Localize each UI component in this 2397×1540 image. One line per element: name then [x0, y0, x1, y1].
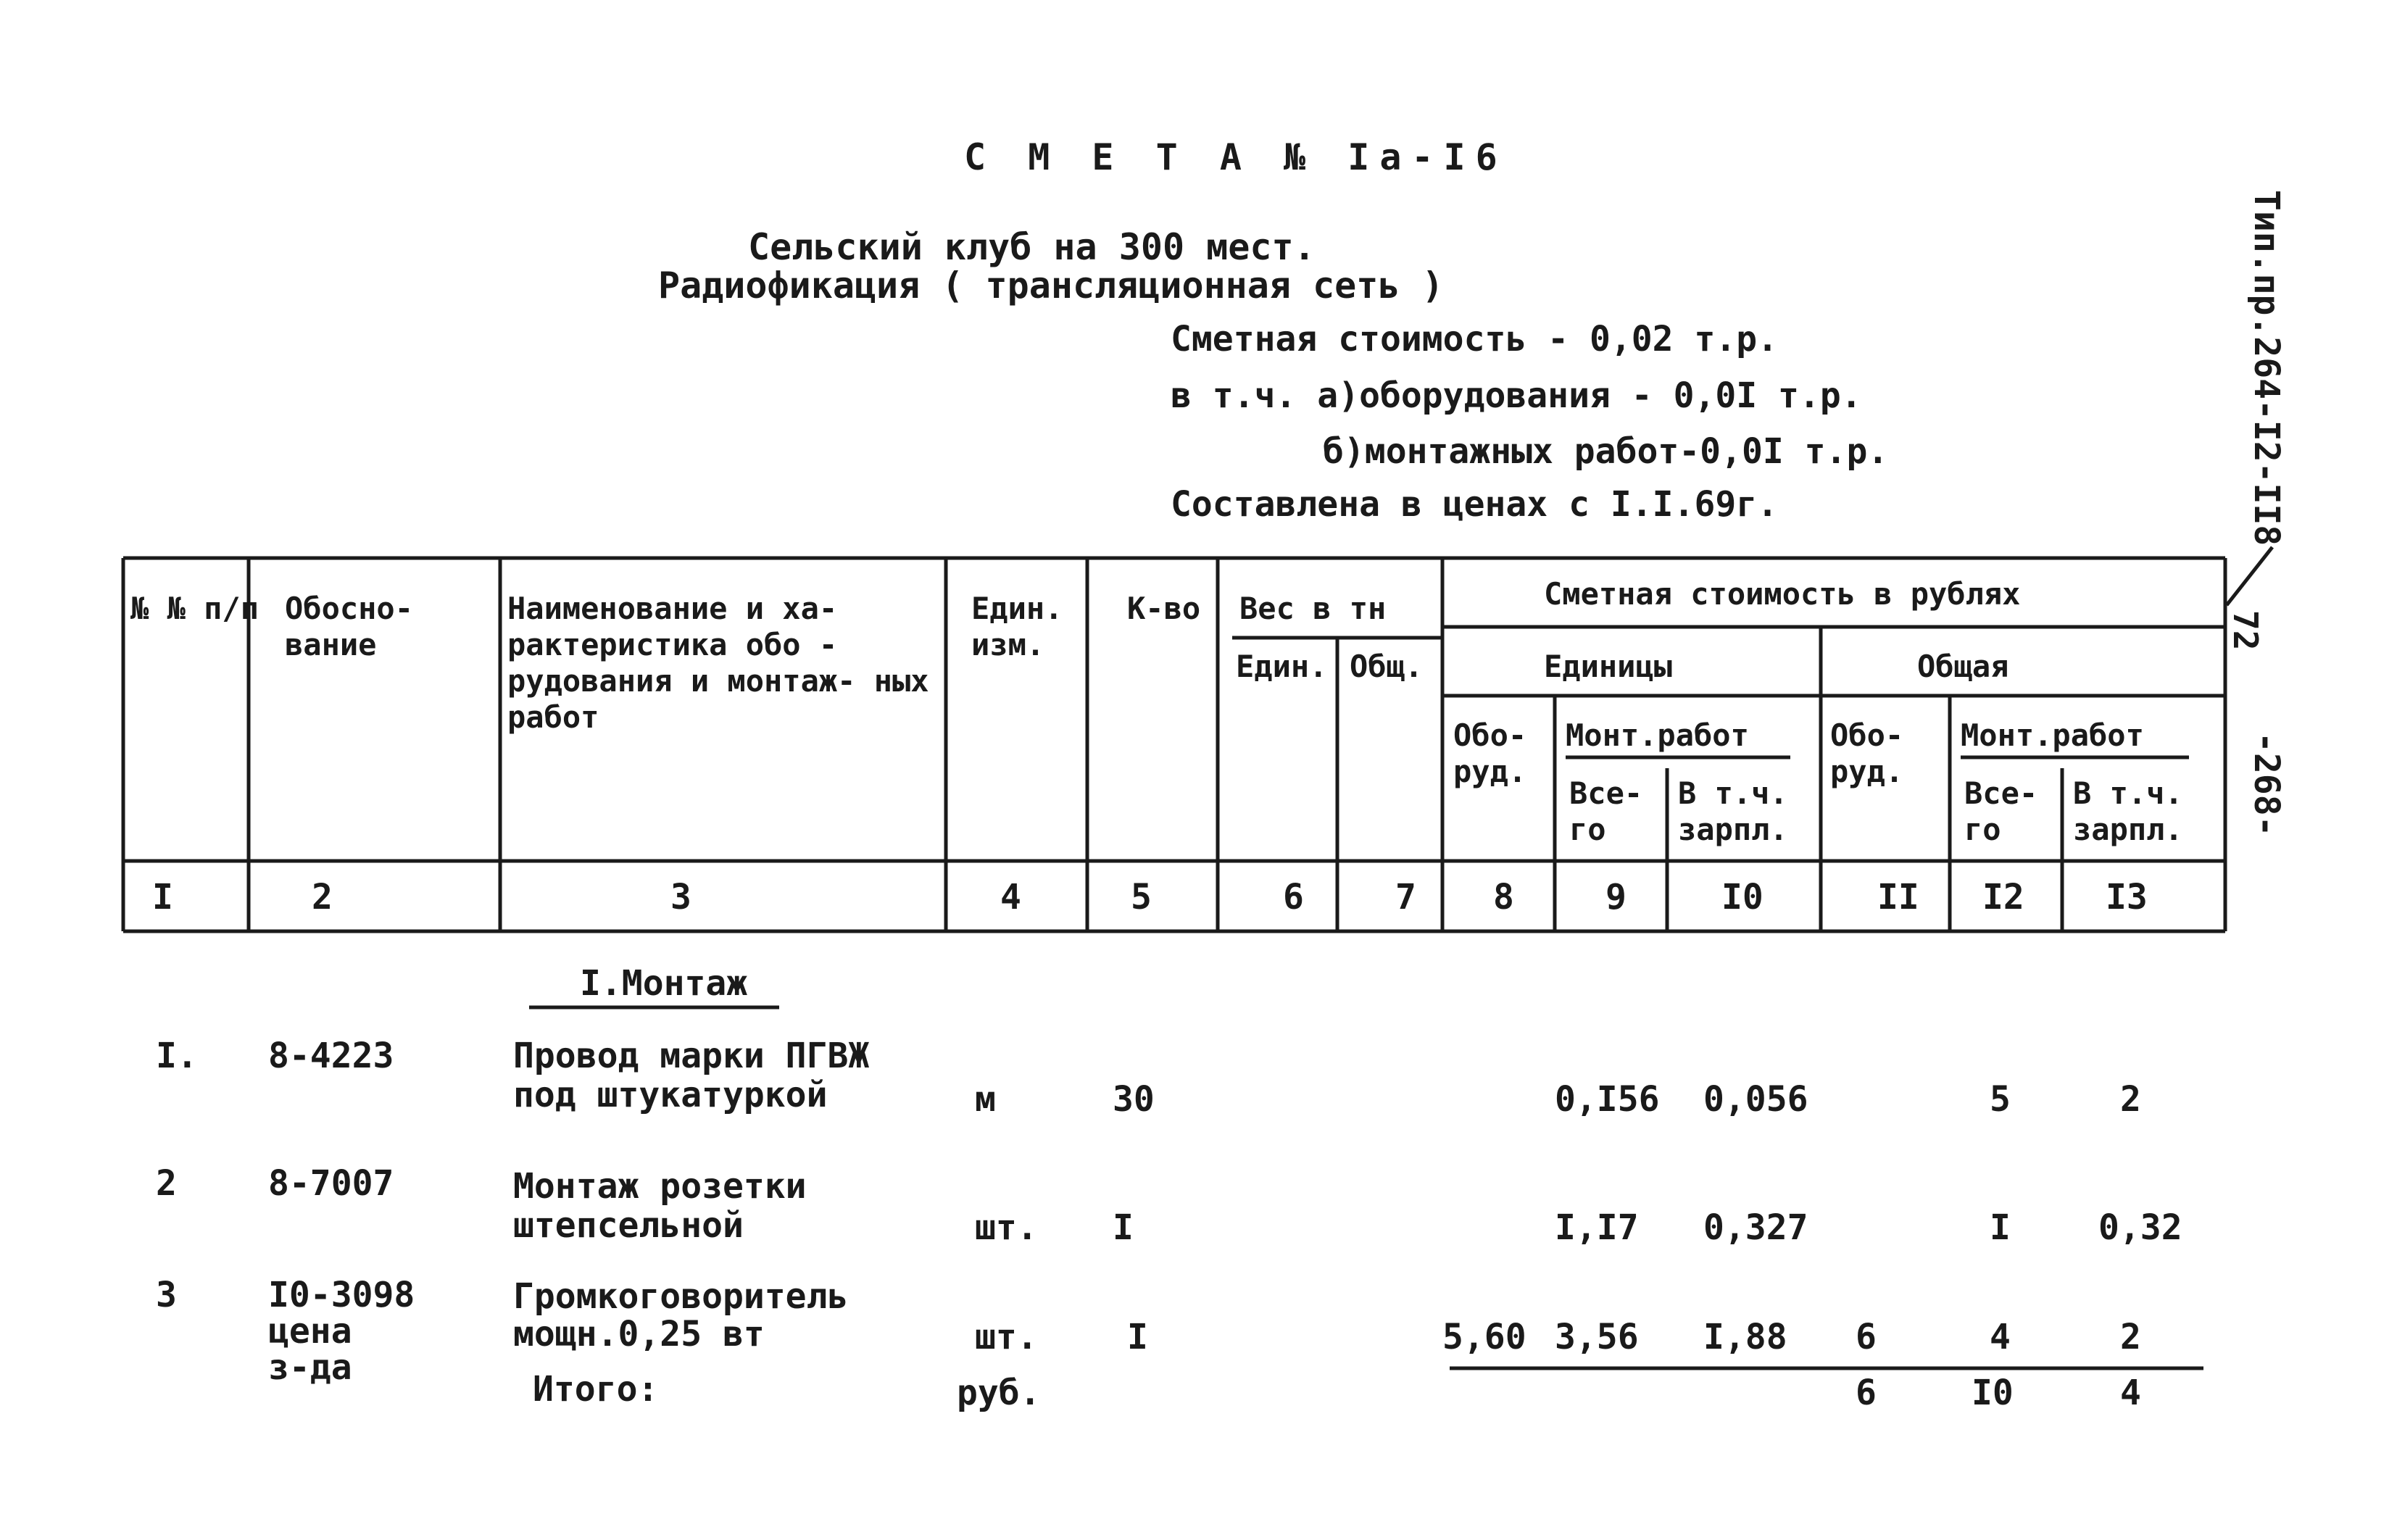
header-name: Наименование и ха- рактеристика обо - рудования и монтаж- ных работ — [507, 591, 929, 735]
header-cost: Сметная стоимость в рублях — [1544, 576, 2021, 612]
project-code: Тип.пр.264-I2-II8 — [2246, 190, 2287, 546]
row-mont-total-all: 4 — [1990, 1317, 2011, 1357]
price-basis: Составлена в ценах с I.I.69г. — [1171, 484, 1779, 525]
object-name: Сельский клуб на 300 мест. — [748, 226, 1316, 268]
sheet-number: 72 — [2226, 610, 2265, 651]
row-mont-total-all: I — [1990, 1207, 2011, 1248]
header-weight: Вес в тн — [1239, 591, 1387, 626]
row-mont-unit-wage: 0,056 — [1703, 1079, 1808, 1120]
row-mont-unit-wage: I,88 — [1703, 1317, 1787, 1357]
header-mont-total-all: Все- го — [1964, 775, 2038, 847]
col-number: 2 — [312, 877, 333, 917]
row-name: штепсельной — [513, 1205, 744, 1246]
row-mont-unit-all: I,I7 — [1555, 1207, 1639, 1248]
section-name: Радиофикация ( трансляционная сеть ) — [658, 265, 1444, 307]
header-cost-unit: Единицы — [1544, 649, 1673, 684]
total-equip: 6 — [1856, 1373, 1877, 1413]
row-name: под штукатуркой — [513, 1075, 828, 1115]
row-basis: цена — [268, 1311, 352, 1352]
header-basis: Обосно- вание — [285, 591, 414, 662]
row-basis: I0-3098 — [268, 1275, 415, 1315]
row-name: мощн.0,25 вт — [513, 1314, 765, 1354]
section-title: I.Монтаж — [580, 963, 748, 1004]
document-title: С М Е Т А № Iа-I6 — [964, 136, 1508, 178]
header-equip-unit: Обо- руд. — [1453, 717, 1527, 789]
row-equip-unit: 5,60 — [1442, 1317, 1526, 1357]
col-number: 8 — [1493, 877, 1514, 917]
col-number: I3 — [2106, 877, 2148, 917]
col-number: I2 — [1982, 877, 2024, 917]
col-number: 4 — [1000, 877, 1021, 917]
col-number: I — [152, 877, 173, 917]
row-mont-total-wage: 0,32 — [2098, 1207, 2182, 1248]
header-number: № № п/п — [130, 591, 259, 626]
row-number: 2 — [156, 1163, 177, 1204]
col-number: 5 — [1131, 877, 1152, 917]
total-mont-wage: 4 — [2120, 1373, 2141, 1413]
row-name: Громкоговоритель — [513, 1276, 849, 1317]
row-quantity: I — [1113, 1207, 1134, 1248]
cost-equipment: в т.ч. а)оборудования - 0,0I т.р. — [1171, 375, 1862, 416]
header-cost-total: Общая — [1917, 649, 2009, 684]
header-mont-unit: Монт.работ — [1566, 717, 1749, 753]
row-mont-total-all: 5 — [1990, 1079, 2011, 1120]
row-mont-unit-all: 0,I56 — [1555, 1079, 1660, 1120]
header-mont-total: Монт.работ — [1961, 717, 2144, 753]
header-mont-unit-wage: В т.ч. зарпл. — [1678, 775, 1788, 847]
header-quantity: К-во — [1127, 591, 1201, 626]
col-number: 7 — [1395, 877, 1416, 917]
header-equip-total: Обо- руд. — [1830, 717, 1904, 789]
total-mont-all: I0 — [1972, 1373, 2014, 1413]
header-mont-total-wage: В т.ч. зарпл. — [2073, 775, 2183, 847]
row-mont-total-wage: 2 — [2120, 1317, 2141, 1357]
row-equip-total: 6 — [1856, 1317, 1877, 1357]
cost-total: Сметная стоимость - 0,02 т.р. — [1171, 319, 1779, 359]
row-quantity: 30 — [1113, 1079, 1155, 1120]
row-mont-unit-wage: 0,327 — [1703, 1207, 1808, 1248]
page-number: -268- — [2246, 732, 2287, 837]
row-name: Провод марки ПГВЖ — [513, 1036, 870, 1076]
row-number: 3 — [156, 1275, 177, 1315]
col-number: I0 — [1721, 877, 1764, 917]
cost-installation: б)монтажных работ-0,0I т.р. — [1323, 431, 1889, 472]
row-name: Монтаж розетки — [513, 1166, 807, 1207]
row-number: I. — [156, 1036, 198, 1076]
row-basis: 8-7007 — [268, 1163, 394, 1204]
total-label: Итого: — [533, 1369, 659, 1410]
header-weight-total: Общ. — [1350, 649, 1424, 684]
col-number: II — [1877, 877, 1919, 917]
row-quantity: I — [1127, 1317, 1148, 1357]
total-unit: руб. — [957, 1373, 1041, 1413]
col-number: 6 — [1283, 877, 1304, 917]
row-unit: шт. — [975, 1207, 1038, 1248]
header-weight-unit: Един. — [1236, 649, 1328, 684]
row-basis: з-да — [268, 1347, 352, 1388]
col-number: 3 — [670, 877, 691, 917]
header-mont-unit-all: Все- го — [1569, 775, 1643, 847]
col-number: 9 — [1605, 877, 1627, 917]
row-mont-unit-all: 3,56 — [1555, 1317, 1639, 1357]
header-unit: Един. изм. — [971, 591, 1063, 662]
row-basis: 8-4223 — [268, 1036, 394, 1076]
row-unit: м — [975, 1079, 996, 1120]
row-mont-total-wage: 2 — [2120, 1079, 2141, 1120]
row-unit: шт. — [975, 1317, 1038, 1357]
